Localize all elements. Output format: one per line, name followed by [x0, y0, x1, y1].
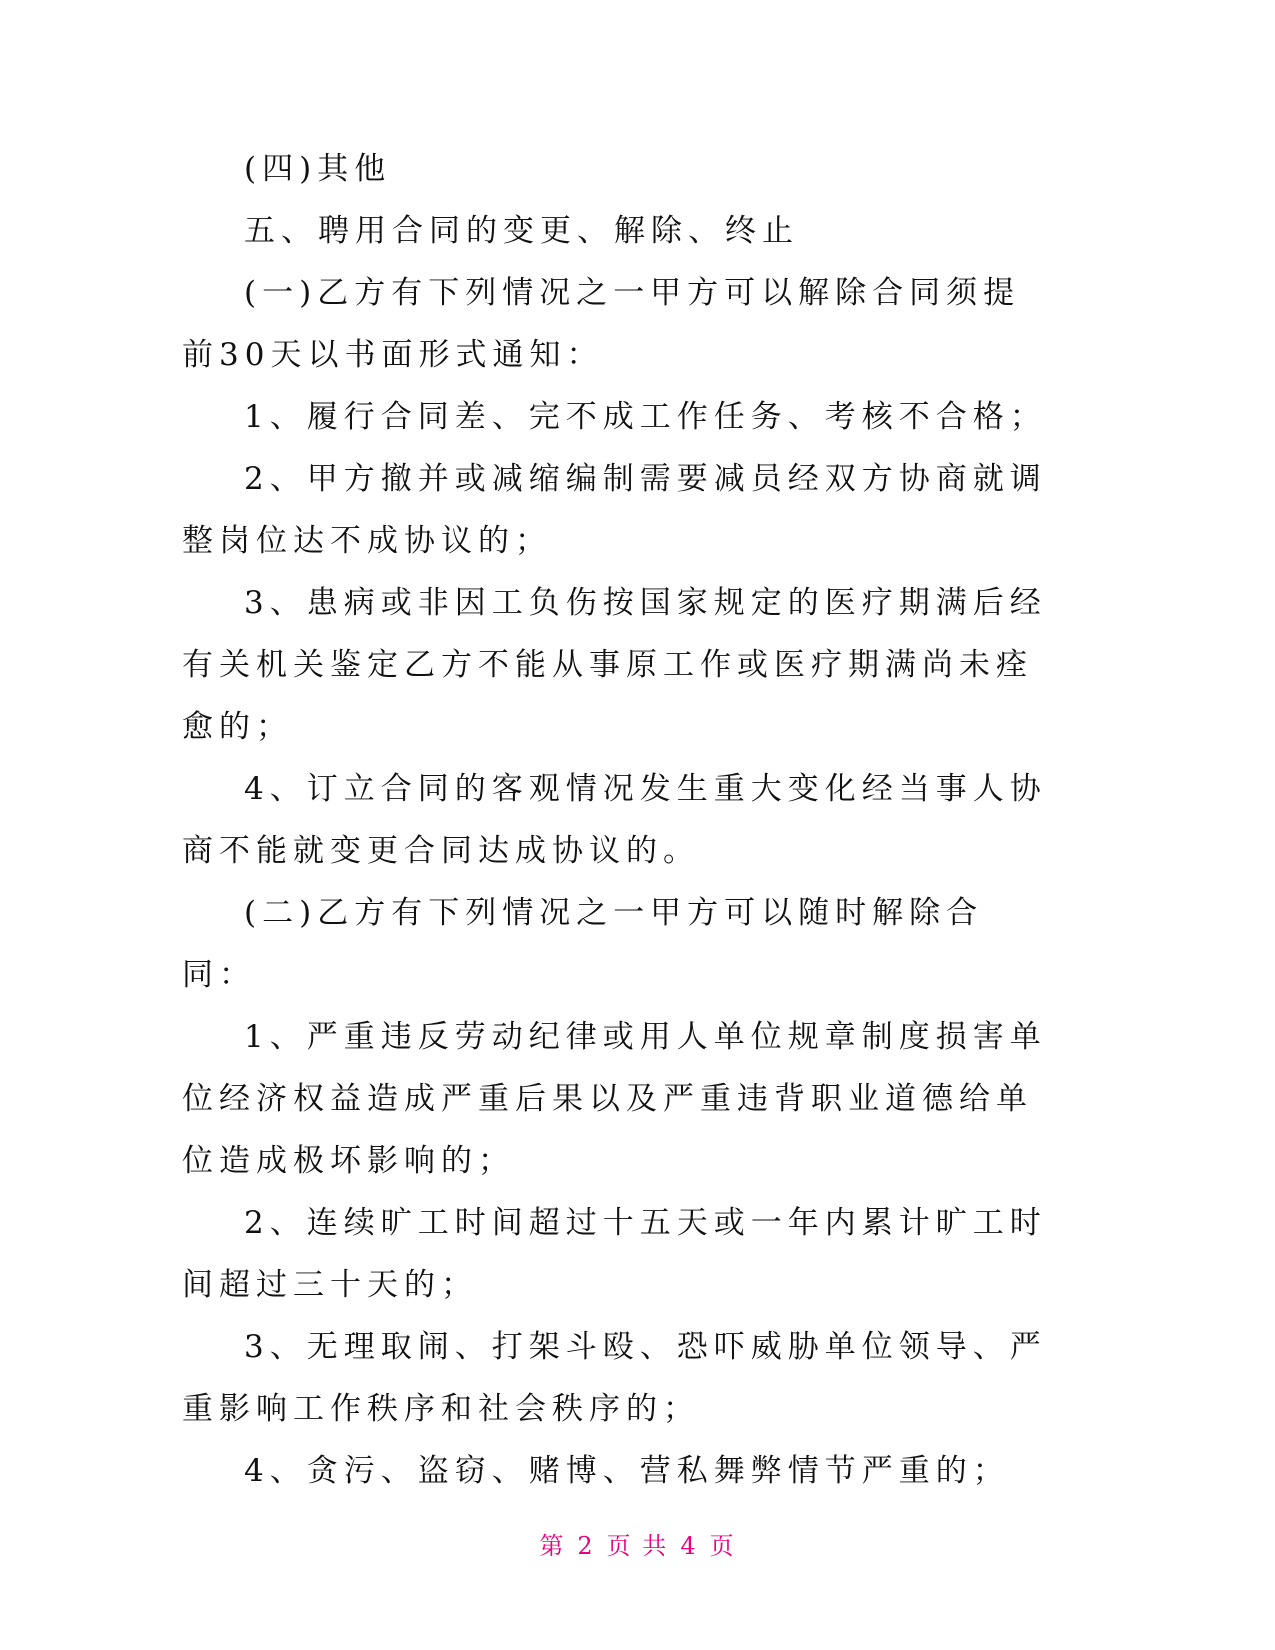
footer-total-pages: 4: [680, 1532, 698, 1560]
list-item-discipline-violation: 1、严重违反劳动纪律或用人单位规章制度损害单位经济权益造成严重后果以及严重违背职业道德给单位造成极坏影响的；: [182, 1019, 1047, 1179]
document-body: [182, 138, 1052, 1502]
paragraph-other: (四)其他: [244, 151, 392, 187]
list-item-poor-performance: 1、履行合同差、完不成工作任务、考核不合格；: [244, 399, 1047, 435]
page-footer: [0, 1526, 1275, 1561]
footer-middle: 页 共: [606, 1532, 669, 1560]
section-heading-contract-change: 五、聘用合同的变更、解除、终止: [244, 213, 799, 249]
list-item-illness: 3、患病或非因工负伤按国家规定的医疗期满后经有关机关鉴定乙方不能从事原工作或医疗期满尚未痊愈的；: [182, 585, 1047, 745]
list-item-corruption: 4、贪污、盗窃、赌博、营私舞弊情节严重的；: [244, 1453, 1010, 1489]
list-item-disorder: 3、无理取闹、打架斗殴、恐吓威胁单位领导、严重影响工作秩序和社会秩序的；: [182, 1329, 1047, 1427]
list-item-staff-reduction: 2、甲方撤并或减缩编制需要减员经双方协商就调整岗位达不成协议的；: [182, 461, 1047, 559]
footer-suffix: 页: [709, 1532, 736, 1560]
list-item-circumstance-change: 4、订立合同的客观情况发生重大变化经当事人协商不能就变更合同达成协议的。: [182, 771, 1047, 869]
list-item-absenteeism: 2、连续旷工时间超过十五天或一年内累计旷工时间超过三十天的；: [182, 1205, 1047, 1303]
footer-prefix: 第: [539, 1532, 566, 1560]
footer-current-page: 2: [577, 1532, 595, 1560]
paragraph-immediate-termination: (二)乙方有下列情况之一甲方可以随时解除合同：: [182, 895, 984, 993]
paragraph-termination-with-notice: (一)乙方有下列情况之一甲方可以解除合同须提前30天以书面形式通知：: [182, 275, 1021, 373]
